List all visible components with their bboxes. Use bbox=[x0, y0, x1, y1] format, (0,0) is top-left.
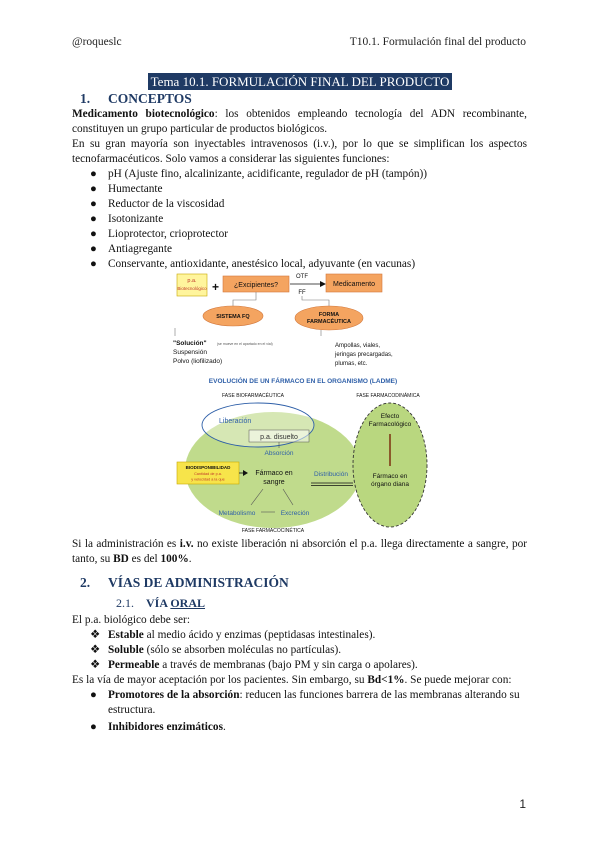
liberacion-label: Liberación bbox=[219, 418, 252, 425]
paragraph-intro-functions: En su gran mayoría son inyectables intravenosos (i.v.), por lo que se simplifican los aspectos tecnofarmacéuticos. Solo vamos a considerar las siguientes funciones: bbox=[72, 138, 527, 165]
fase-farmacodinamica-label: FASE FARMACODINÁMICA bbox=[356, 393, 420, 399]
farmaco-organo-1: Fármaco en bbox=[372, 473, 408, 480]
page-number: 1 bbox=[519, 797, 526, 811]
section-2-heading: 2. VÍAS DE ADMINISTRACIÓN bbox=[80, 575, 289, 590]
pa-top-label: p.a. bbox=[187, 278, 197, 284]
section-1-heading: 1. CONCEPTOS bbox=[80, 91, 192, 106]
biodisp-label-3: y velocidad a la que bbox=[191, 477, 225, 482]
absorcion-label: Absorción bbox=[264, 450, 294, 457]
list-item: ● Promotores de la absorción: reducen las funciones barrera de las membranas alterando su estructura. bbox=[90, 689, 520, 716]
pa-disuelto-label: p.a. disuelto bbox=[260, 434, 298, 441]
fase-farmacocinetica-label: FASE FARMACOCINÉTICA bbox=[241, 528, 305, 534]
oral-improvements-list bbox=[72, 688, 527, 735]
list-item: ● Humectante bbox=[90, 183, 163, 195]
efecto-label-1: Efecto bbox=[380, 413, 400, 420]
list-item: ● Isotonizante bbox=[90, 213, 164, 225]
solucion-note: (se mueve en el apartado en el vial) bbox=[217, 342, 273, 346]
header-author: @roqueslc bbox=[72, 36, 122, 48]
biodisp-label-2: Cantidad de p.a. bbox=[194, 472, 222, 476]
list-item: ❖ Soluble (sólo se absorben moléculas no partículas). bbox=[90, 644, 342, 656]
efecto-label-2: Farmacológico bbox=[368, 421, 412, 428]
list-item: ❖ Estable al medio ácido y enzimas (peptidasas intestinales). bbox=[90, 629, 376, 641]
farmaco-organo-2: órgano diana bbox=[371, 481, 409, 488]
oral-acceptance-paragraph: Es la vía de mayor aceptación por los pacientes. Sin embargo, su Bd<1%. Se puede mejorar con: bbox=[72, 674, 512, 686]
paragraph-iv-note: Si la administración es i.v. no existe liberación ni absorción el p.a. llega directamente a sangre, por tanto, su BD es del 100%. bbox=[72, 538, 528, 565]
paragraph-definition: Medicamento biotecnológico: los obtenidos empleando tecnología del ADN recombinante, constituyen un grupo particular de productos biológicos. bbox=[72, 108, 528, 135]
otf-label: OTF bbox=[296, 274, 308, 280]
header-doc-title: T10.1. Formulación final del producto bbox=[349, 36, 526, 48]
list-item: ❖ Permeable a través de membranas (bajo PM y sin carga o apolares). bbox=[90, 659, 418, 671]
diamond-bullet-icon: ❖ bbox=[90, 629, 101, 641]
diamond-bullet-icon: ❖ bbox=[90, 659, 101, 671]
list-item: ● Lioprotector, crioprotector bbox=[90, 228, 228, 240]
oral-requirements-list bbox=[72, 628, 527, 673]
forma-farmaceutica-ellipse bbox=[295, 306, 363, 330]
polvo-label: Polvo (liofilizado) bbox=[173, 358, 223, 365]
solucion-label: "Solución" bbox=[173, 340, 207, 347]
functions-list bbox=[72, 167, 527, 272]
page-title: Tema 10.1. FORMULACIÓN FINAL DEL PRODUCTO bbox=[0, 73, 600, 91]
list-item: ● pH (Ajuste fino, alcalinizante, acidificante, regulador de pH (tampón)) bbox=[90, 168, 428, 180]
distribucion-label: Distribución bbox=[314, 471, 348, 478]
oral-intro: El p.a. biológico debe ser: bbox=[72, 614, 190, 626]
farmaco-sangre-2: sangre bbox=[263, 479, 285, 486]
excrecion-label: Excreción bbox=[280, 510, 310, 517]
pa-bottom-label: Biotecnológico bbox=[177, 286, 207, 291]
plus-icon: + bbox=[212, 280, 220, 294]
list-item: ● Inhibidores enzimáticos. bbox=[90, 721, 226, 733]
farmaco-sangre-1: Fármaco en bbox=[255, 470, 293, 477]
suspension-label: Suspensión bbox=[173, 349, 207, 356]
biodisp-label-1: BIODISPONIBILIDAD bbox=[185, 465, 231, 470]
ff-list-3: plumas, etc. bbox=[335, 361, 368, 367]
diamond-bullet-icon: ❖ bbox=[90, 644, 101, 656]
list-item: ● Reductor de la viscosidad bbox=[90, 198, 225, 210]
sistema-fq-label: SISTEMA FQ bbox=[216, 314, 250, 320]
section-2-1-heading: 2.1. VÍA ORAL bbox=[116, 596, 206, 610]
list-item: ● Conservante, antioxidante, anestésico local, adyuvante (en vacunas) bbox=[90, 258, 416, 270]
ff-list-1: Ampollas, viales, bbox=[335, 343, 381, 349]
excipients-label: ¿Excipientes? bbox=[234, 282, 278, 289]
metabolismo-label: Metabolismo bbox=[218, 510, 256, 517]
fase-biofarmaceutica-label: FASE BIOFARMACÉUTICA bbox=[222, 393, 284, 399]
medicamento-label: Medicamento bbox=[332, 281, 376, 288]
ladme-diagram bbox=[163, 270, 443, 538]
list-item: ● Antiagregante bbox=[90, 243, 172, 255]
forma-label-2: FARMACÉUTICA bbox=[307, 319, 351, 325]
forma-label-1: FORMA bbox=[318, 312, 340, 318]
ff-label: FF bbox=[298, 290, 306, 296]
ff-list-2: jeringas precargadas, bbox=[335, 352, 393, 358]
ladme-title: EVOLUCIÓN DE UN FÁRMACO EN EL ORGANISMO (LADME) bbox=[208, 378, 398, 385]
arrow-head-icon bbox=[320, 281, 326, 287]
